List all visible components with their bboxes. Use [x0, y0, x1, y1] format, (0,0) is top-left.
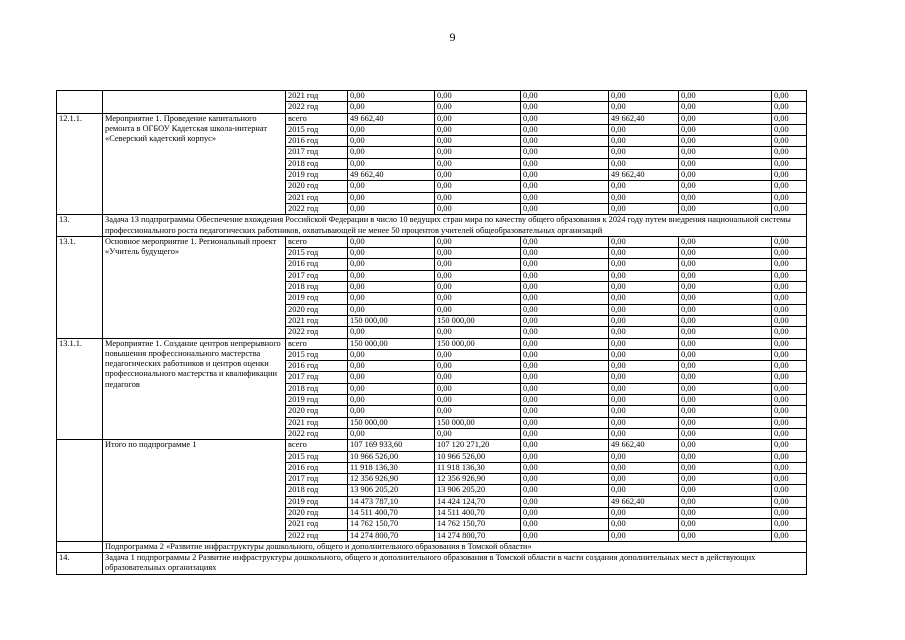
value-cell: 0,00 — [679, 304, 772, 315]
year-cell: 2022 год — [286, 327, 348, 338]
value-cell: 0,00 — [679, 372, 772, 383]
value-cell: 0,00 — [521, 236, 609, 247]
value-cell: 0,00 — [679, 395, 772, 406]
year-cell: 2018 год — [286, 158, 348, 169]
year-cell: 2017 год — [286, 372, 348, 383]
year-cell: 2020 год — [286, 406, 348, 417]
value-cell: 0,00 — [348, 349, 435, 360]
number-cell: 13. — [57, 215, 103, 237]
year-cell: всего — [286, 338, 348, 349]
value-cell: 0,00 — [521, 304, 609, 315]
value-cell: 0,00 — [772, 519, 807, 530]
value-cell: 0,00 — [609, 406, 679, 417]
value-cell: 0,00 — [609, 91, 679, 102]
value-cell: 0,00 — [772, 259, 807, 270]
value-cell: 0,00 — [772, 383, 807, 394]
value-cell: 0,00 — [772, 485, 807, 496]
value-cell: 0,00 — [521, 406, 609, 417]
table-row — [57, 541, 807, 552]
value-cell: 0,00 — [348, 158, 435, 169]
value-cell: 49 662,40 — [609, 496, 679, 507]
value-cell: 0,00 — [609, 192, 679, 203]
value-cell: 0,00 — [609, 136, 679, 147]
value-cell: 150 000,00 — [435, 315, 521, 326]
value-cell: 0,00 — [772, 361, 807, 372]
value-cell: 0,00 — [521, 383, 609, 394]
value-cell: 0,00 — [772, 338, 807, 349]
value-cell: 0,00 — [609, 181, 679, 192]
value-cell: 0,00 — [521, 451, 609, 462]
year-cell: 2019 год — [286, 496, 348, 507]
value-cell: 0,00 — [772, 462, 807, 473]
value-cell: 0,00 — [679, 293, 772, 304]
value-cell: 13 906 205,20 — [348, 485, 435, 496]
value-cell: 0,00 — [521, 428, 609, 439]
value-cell: 12 356 926,90 — [435, 474, 521, 485]
value-cell: 11 918 136,30 — [435, 462, 521, 473]
value-cell: 0,00 — [609, 530, 679, 541]
value-cell: 0,00 — [772, 102, 807, 113]
value-cell: 0,00 — [609, 203, 679, 214]
value-cell: 0,00 — [772, 304, 807, 315]
value-cell: 0,00 — [679, 327, 772, 338]
value-cell: 0,00 — [435, 91, 521, 102]
value-cell: 0,00 — [435, 203, 521, 214]
value-cell: 0,00 — [521, 507, 609, 518]
value-cell: 0,00 — [435, 248, 521, 259]
year-cell: всего — [286, 440, 348, 451]
value-cell: 0,00 — [609, 304, 679, 315]
value-cell: 0,00 — [521, 248, 609, 259]
table-row — [57, 91, 807, 102]
year-cell: 2017 год — [286, 474, 348, 485]
value-cell: 14 511 400,70 — [435, 507, 521, 518]
table-row — [57, 440, 807, 451]
value-cell: 0,00 — [609, 428, 679, 439]
value-cell: 0,00 — [521, 440, 609, 451]
value-cell: 0,00 — [521, 361, 609, 372]
year-cell: 2020 год — [286, 507, 348, 518]
value-cell: 0,00 — [772, 315, 807, 326]
value-cell: 0,00 — [521, 203, 609, 214]
value-cell: 0,00 — [679, 519, 772, 530]
value-cell: 10 966 526,00 — [348, 451, 435, 462]
value-cell: 0,00 — [679, 170, 772, 181]
value-cell: 0,00 — [772, 417, 807, 428]
value-cell: 0,00 — [772, 451, 807, 462]
value-cell: 0,00 — [679, 349, 772, 360]
value-cell: 0,00 — [772, 124, 807, 135]
value-cell: 0,00 — [772, 147, 807, 158]
value-cell: 0,00 — [435, 124, 521, 135]
value-cell: 0,00 — [772, 158, 807, 169]
value-cell: 0,00 — [679, 270, 772, 281]
value-cell: 0,00 — [521, 338, 609, 349]
value-cell: 150 000,00 — [348, 338, 435, 349]
value-cell: 0,00 — [609, 158, 679, 169]
value-cell: 0,00 — [679, 451, 772, 462]
year-cell: 2015 год — [286, 124, 348, 135]
value-cell: 0,00 — [679, 282, 772, 293]
value-cell: 0,00 — [521, 136, 609, 147]
activity-name-cell: Основное мероприятие 1. Региональный проект «Учитель будущего» — [103, 236, 286, 338]
value-cell: 0,00 — [772, 136, 807, 147]
value-cell: 0,00 — [609, 147, 679, 158]
value-cell: 0,00 — [435, 113, 521, 124]
value-cell: 0,00 — [772, 203, 807, 214]
value-cell: 0,00 — [348, 361, 435, 372]
value-cell: 0,00 — [435, 395, 521, 406]
value-cell: 0,00 — [521, 327, 609, 338]
value-cell: 11 918 136,30 — [348, 462, 435, 473]
task-text-cell: Задача 1 подпрограммы 2 Развитие инфраструктуры дошкольного, общего и дополнительного образования в Томской области в части создания дополнительных мест в действующих образовательных организациях — [103, 553, 807, 575]
value-cell: 0,00 — [679, 203, 772, 214]
value-cell: 49 662,40 — [348, 113, 435, 124]
value-cell: 0,00 — [521, 519, 609, 530]
year-cell: 2017 год — [286, 147, 348, 158]
value-cell: 13 906 205,20 — [435, 485, 521, 496]
value-cell: 0,00 — [679, 136, 772, 147]
value-cell: 14 274 800,70 — [348, 530, 435, 541]
value-cell: 0,00 — [772, 192, 807, 203]
value-cell: 0,00 — [679, 102, 772, 113]
activity-name-cell: Мероприятие 1. Создание центров непрерывного повышения профессионального мастерства педагогических работников и центров оценки профессионального мастерства и квалификации педагогов — [103, 338, 286, 440]
value-cell: 0,00 — [348, 203, 435, 214]
value-cell: 0,00 — [435, 102, 521, 113]
value-cell: 150 000,00 — [435, 338, 521, 349]
value-cell: 0,00 — [435, 361, 521, 372]
year-cell: 2017 год — [286, 270, 348, 281]
value-cell: 0,00 — [609, 507, 679, 518]
value-cell: 0,00 — [348, 395, 435, 406]
budget-table — [56, 90, 807, 575]
value-cell: 0,00 — [435, 406, 521, 417]
value-cell: 0,00 — [609, 349, 679, 360]
value-cell: 107 120 271,20 — [435, 440, 521, 451]
value-cell: 0,00 — [679, 496, 772, 507]
value-cell: 49 662,40 — [609, 113, 679, 124]
value-cell: 14 762 150,70 — [435, 519, 521, 530]
value-cell: 0,00 — [435, 158, 521, 169]
value-cell: 0,00 — [521, 124, 609, 135]
year-cell: 2022 год — [286, 428, 348, 439]
year-cell: 2018 год — [286, 282, 348, 293]
value-cell: 0,00 — [521, 91, 609, 102]
value-cell: 0,00 — [679, 474, 772, 485]
value-cell: 0,00 — [348, 136, 435, 147]
value-cell: 10 966 526,00 — [435, 451, 521, 462]
table-row — [57, 338, 807, 349]
value-cell: 0,00 — [521, 170, 609, 181]
value-cell: 0,00 — [435, 192, 521, 203]
value-cell: 0,00 — [521, 293, 609, 304]
value-cell: 0,00 — [521, 192, 609, 203]
value-cell: 0,00 — [772, 236, 807, 247]
value-cell: 0,00 — [348, 304, 435, 315]
value-cell: 0,00 — [609, 236, 679, 247]
value-cell: 0,00 — [435, 293, 521, 304]
year-cell: 2016 год — [286, 136, 348, 147]
value-cell: 0,00 — [435, 236, 521, 247]
value-cell: 0,00 — [679, 91, 772, 102]
year-cell: 2022 год — [286, 530, 348, 541]
value-cell: 0,00 — [772, 248, 807, 259]
value-cell: 0,00 — [609, 395, 679, 406]
value-cell: 0,00 — [609, 270, 679, 281]
value-cell: 0,00 — [772, 530, 807, 541]
number-cell: 13.1.1. — [57, 338, 103, 440]
value-cell: 0,00 — [679, 440, 772, 451]
value-cell: 0,00 — [609, 462, 679, 473]
value-cell: 0,00 — [772, 395, 807, 406]
value-cell: 0,00 — [679, 236, 772, 247]
value-cell: 0,00 — [679, 338, 772, 349]
value-cell: 0,00 — [679, 507, 772, 518]
number-cell: 13.1. — [57, 236, 103, 338]
value-cell: 0,00 — [521, 417, 609, 428]
value-cell: 0,00 — [679, 428, 772, 439]
value-cell: 0,00 — [435, 136, 521, 147]
year-cell: 2021 год — [286, 417, 348, 428]
value-cell: 0,00 — [521, 181, 609, 192]
value-cell: 0,00 — [521, 102, 609, 113]
value-cell: 0,00 — [521, 113, 609, 124]
value-cell: 0,00 — [772, 496, 807, 507]
value-cell: 0,00 — [609, 451, 679, 462]
value-cell: 0,00 — [348, 259, 435, 270]
value-cell: 0,00 — [772, 406, 807, 417]
value-cell: 0,00 — [772, 474, 807, 485]
year-cell: 2020 год — [286, 304, 348, 315]
value-cell: 49 662,40 — [609, 440, 679, 451]
value-cell: 0,00 — [348, 383, 435, 394]
value-cell: 0,00 — [772, 428, 807, 439]
value-cell: 0,00 — [609, 293, 679, 304]
table-row — [57, 113, 807, 124]
value-cell: 0,00 — [521, 147, 609, 158]
page-number: 9 — [449, 30, 456, 44]
value-cell: 0,00 — [435, 428, 521, 439]
value-cell: 14 473 787,10 — [348, 496, 435, 507]
value-cell: 0,00 — [772, 349, 807, 360]
activity-name-cell: Итого по подпрограмме 1 — [103, 440, 286, 542]
value-cell: 0,00 — [609, 383, 679, 394]
value-cell: 0,00 — [679, 417, 772, 428]
value-cell: 14 762 150,70 — [348, 519, 435, 530]
year-cell: 2015 год — [286, 451, 348, 462]
year-cell: 2019 год — [286, 170, 348, 181]
value-cell: 0,00 — [609, 248, 679, 259]
value-cell: 0,00 — [435, 372, 521, 383]
value-cell: 0,00 — [679, 315, 772, 326]
value-cell: 0,00 — [609, 485, 679, 496]
number-cell — [57, 541, 103, 552]
value-cell: 0,00 — [521, 270, 609, 281]
value-cell: 0,00 — [679, 530, 772, 541]
value-cell: 0,00 — [679, 406, 772, 417]
value-cell: 49 662,40 — [609, 170, 679, 181]
value-cell: 0,00 — [772, 440, 807, 451]
value-cell: 0,00 — [609, 315, 679, 326]
value-cell: 0,00 — [679, 462, 772, 473]
value-cell: 0,00 — [348, 192, 435, 203]
value-cell: 0,00 — [772, 170, 807, 181]
value-cell: 150 000,00 — [348, 315, 435, 326]
year-cell: 2021 год — [286, 519, 348, 530]
value-cell: 0,00 — [348, 428, 435, 439]
value-cell: 0,00 — [348, 181, 435, 192]
value-cell: 0,00 — [772, 293, 807, 304]
year-cell: 2022 год — [286, 203, 348, 214]
value-cell: 0,00 — [609, 282, 679, 293]
value-cell: 0,00 — [521, 485, 609, 496]
value-cell: 0,00 — [772, 91, 807, 102]
value-cell: 0,00 — [435, 147, 521, 158]
year-cell: 2018 год — [286, 383, 348, 394]
value-cell: 0,00 — [348, 270, 435, 281]
value-cell: 14 274 800,70 — [435, 530, 521, 541]
value-cell: 0,00 — [609, 327, 679, 338]
value-cell: 0,00 — [348, 91, 435, 102]
number-cell: 12.1.1. — [57, 113, 103, 215]
budget-table-body — [57, 91, 807, 575]
year-cell: 2016 год — [286, 361, 348, 372]
value-cell: 0,00 — [348, 406, 435, 417]
value-cell: 0,00 — [521, 462, 609, 473]
value-cell: 0,00 — [679, 147, 772, 158]
value-cell: 0,00 — [772, 372, 807, 383]
year-cell: 2015 год — [286, 248, 348, 259]
value-cell: 0,00 — [772, 181, 807, 192]
value-cell: 0,00 — [679, 259, 772, 270]
value-cell: 0,00 — [435, 383, 521, 394]
year-cell: всего — [286, 113, 348, 124]
value-cell: 0,00 — [521, 372, 609, 383]
year-cell: 2015 год — [286, 349, 348, 360]
value-cell: 0,00 — [609, 519, 679, 530]
value-cell: 0,00 — [348, 327, 435, 338]
value-cell: 0,00 — [348, 248, 435, 259]
year-cell: 2016 год — [286, 259, 348, 270]
number-cell — [57, 91, 103, 114]
value-cell: 0,00 — [609, 474, 679, 485]
value-cell: 0,00 — [521, 158, 609, 169]
value-cell: 0,00 — [521, 349, 609, 360]
value-cell: 0,00 — [348, 293, 435, 304]
year-cell: 2019 год — [286, 293, 348, 304]
year-cell: 2019 год — [286, 395, 348, 406]
year-cell: 2016 год — [286, 462, 348, 473]
value-cell: 0,00 — [435, 304, 521, 315]
number-cell — [57, 440, 103, 542]
year-cell: 2022 год — [286, 102, 348, 113]
value-cell: 0,00 — [435, 259, 521, 270]
table-row — [57, 215, 807, 237]
value-cell: 107 169 933,60 — [348, 440, 435, 451]
value-cell: 49 662,40 — [348, 170, 435, 181]
year-cell: 2021 год — [286, 91, 348, 102]
value-cell: 0,00 — [521, 474, 609, 485]
value-cell: 0,00 — [521, 259, 609, 270]
value-cell: 0,00 — [521, 496, 609, 507]
value-cell: 0,00 — [679, 181, 772, 192]
value-cell: 0,00 — [348, 102, 435, 113]
value-cell: 0,00 — [679, 248, 772, 259]
year-cell: 2020 год — [286, 181, 348, 192]
activity-name-cell: Мероприятие 1. Проведение капитального ремонта в ОГБОУ Кадетская школа-интернат «Северский кадетский корпус» — [103, 113, 286, 215]
number-cell: 14. — [57, 553, 103, 575]
value-cell: 0,00 — [609, 417, 679, 428]
value-cell: 0,00 — [609, 338, 679, 349]
value-cell: 0,00 — [772, 282, 807, 293]
year-cell: всего — [286, 236, 348, 247]
value-cell: 0,00 — [435, 270, 521, 281]
value-cell: 0,00 — [435, 181, 521, 192]
table-row — [57, 236, 807, 247]
value-cell: 0,00 — [609, 259, 679, 270]
value-cell: 0,00 — [609, 361, 679, 372]
value-cell: 0,00 — [521, 315, 609, 326]
value-cell: 0,00 — [679, 192, 772, 203]
value-cell: 0,00 — [609, 124, 679, 135]
value-cell: 0,00 — [772, 270, 807, 281]
value-cell: 150 000,00 — [435, 417, 521, 428]
value-cell: 0,00 — [679, 383, 772, 394]
task-text-cell: Подпрограмма 2 «Развитие инфраструктуры дошкольного, общего и дополнительного образования в Томской области» — [103, 541, 807, 552]
value-cell: 0,00 — [435, 327, 521, 338]
value-cell: 0,00 — [348, 282, 435, 293]
value-cell: 0,00 — [772, 113, 807, 124]
value-cell: 0,00 — [348, 147, 435, 158]
task-text-cell: Задача 13 подпрограммы Обеспечение вхождения Российской Федерации в число 10 ведущих стран мира по качеству общего образования к 2024 году путем внедрения национальной системы профессионального роста педагогических работников, охватывающей не менее 50 процентов учителей общеобразовательных организаций — [103, 215, 807, 237]
value-cell: 14 424 124,70 — [435, 496, 521, 507]
value-cell: 0,00 — [609, 102, 679, 113]
year-cell: 2018 год — [286, 485, 348, 496]
value-cell: 0,00 — [435, 349, 521, 360]
value-cell: 0,00 — [348, 236, 435, 247]
year-cell: 2021 год — [286, 192, 348, 203]
value-cell: 0,00 — [521, 395, 609, 406]
value-cell: 0,00 — [679, 124, 772, 135]
value-cell: 0,00 — [679, 485, 772, 496]
table-row — [57, 553, 807, 575]
value-cell: 0,00 — [435, 170, 521, 181]
value-cell: 0,00 — [679, 113, 772, 124]
value-cell: 0,00 — [435, 282, 521, 293]
value-cell: 150 000,00 — [348, 417, 435, 428]
value-cell: 0,00 — [348, 124, 435, 135]
value-cell: 0,00 — [521, 530, 609, 541]
value-cell: 0,00 — [772, 507, 807, 518]
name-cell — [103, 91, 286, 114]
value-cell: 0,00 — [679, 158, 772, 169]
value-cell: 0,00 — [772, 327, 807, 338]
value-cell: 0,00 — [348, 372, 435, 383]
year-cell: 2021 год — [286, 315, 348, 326]
value-cell: 14 511 400,70 — [348, 507, 435, 518]
value-cell: 0,00 — [521, 282, 609, 293]
value-cell: 12 356 926,90 — [348, 474, 435, 485]
value-cell: 0,00 — [679, 361, 772, 372]
value-cell: 0,00 — [609, 372, 679, 383]
